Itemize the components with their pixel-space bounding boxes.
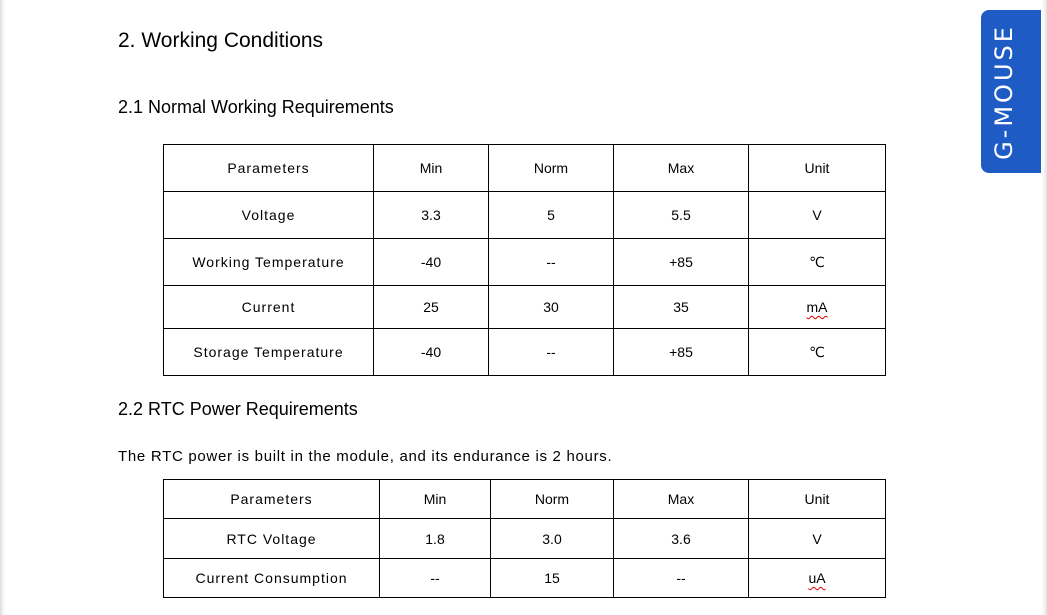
table-row (164, 286, 886, 329)
rtc-requirements-heading: 2.2 RTC Power Requirements (118, 399, 358, 419)
min-cell: -40 (374, 329, 489, 376)
header-unit: Unit (749, 145, 886, 192)
header-parameters: Parameters (164, 145, 374, 192)
header-norm: Norm (491, 480, 614, 519)
table-header-row (164, 145, 886, 192)
header-norm: Norm (489, 145, 614, 192)
min-cell: 25 (374, 286, 489, 329)
page-left-edge (0, 0, 6, 615)
table-header-row (164, 480, 886, 519)
rtc-requirements-table (163, 479, 886, 598)
max-cell: 35 (614, 286, 749, 329)
max-cell: -- (614, 559, 749, 598)
unit-cell: uA (749, 559, 886, 598)
max-cell: 5.5 (614, 192, 749, 239)
unit-cell: ℃ (749, 329, 886, 376)
table-row (164, 559, 886, 598)
table-row (164, 519, 886, 559)
header-unit: Unit (749, 480, 886, 519)
side-tab-label: G-MOUSE (990, 24, 1018, 160)
table-row (164, 239, 886, 286)
unit-cell: ℃ (749, 239, 886, 286)
min-cell: -- (380, 559, 491, 598)
parameter-cell: Storage Temperature (164, 329, 374, 376)
header-min: Min (374, 145, 489, 192)
norm-cell: 30 (489, 286, 614, 329)
max-cell: +85 (614, 239, 749, 286)
normal-requirements-table (163, 144, 886, 376)
header-max: Max (614, 480, 749, 519)
header-parameters: Parameters (164, 480, 380, 519)
norm-cell: 3.0 (491, 519, 614, 559)
parameter-cell: Current (164, 286, 374, 329)
norm-cell: 5 (489, 192, 614, 239)
header-max: Max (614, 145, 749, 192)
table-row (164, 192, 886, 239)
norm-cell: -- (489, 239, 614, 286)
norm-cell: 15 (491, 559, 614, 598)
section-title: 2. Working Conditions (118, 29, 324, 52)
rtc-description: The RTC power is built in the module, and its endurance is 2 hours. (118, 448, 613, 465)
max-cell: 3.6 (614, 519, 749, 559)
min-cell: -40 (374, 239, 489, 286)
unit-cell: V (749, 192, 886, 239)
table-row (164, 329, 886, 376)
normal-requirements-heading: 2.1 Normal Working Requirements (118, 97, 394, 117)
unit-cell: mA (749, 286, 886, 329)
unit-cell: V (749, 519, 886, 559)
parameter-cell: Working Temperature (164, 239, 374, 286)
header-min: Min (380, 480, 491, 519)
parameter-cell: Voltage (164, 192, 374, 239)
parameter-cell: RTC Voltage (164, 519, 380, 559)
max-cell: +85 (614, 329, 749, 376)
min-cell: 3.3 (374, 192, 489, 239)
norm-cell: -- (489, 329, 614, 376)
parameter-cell: Current Consumption (164, 559, 380, 598)
min-cell: 1.8 (380, 519, 491, 559)
page-right-edge (1041, 0, 1047, 615)
